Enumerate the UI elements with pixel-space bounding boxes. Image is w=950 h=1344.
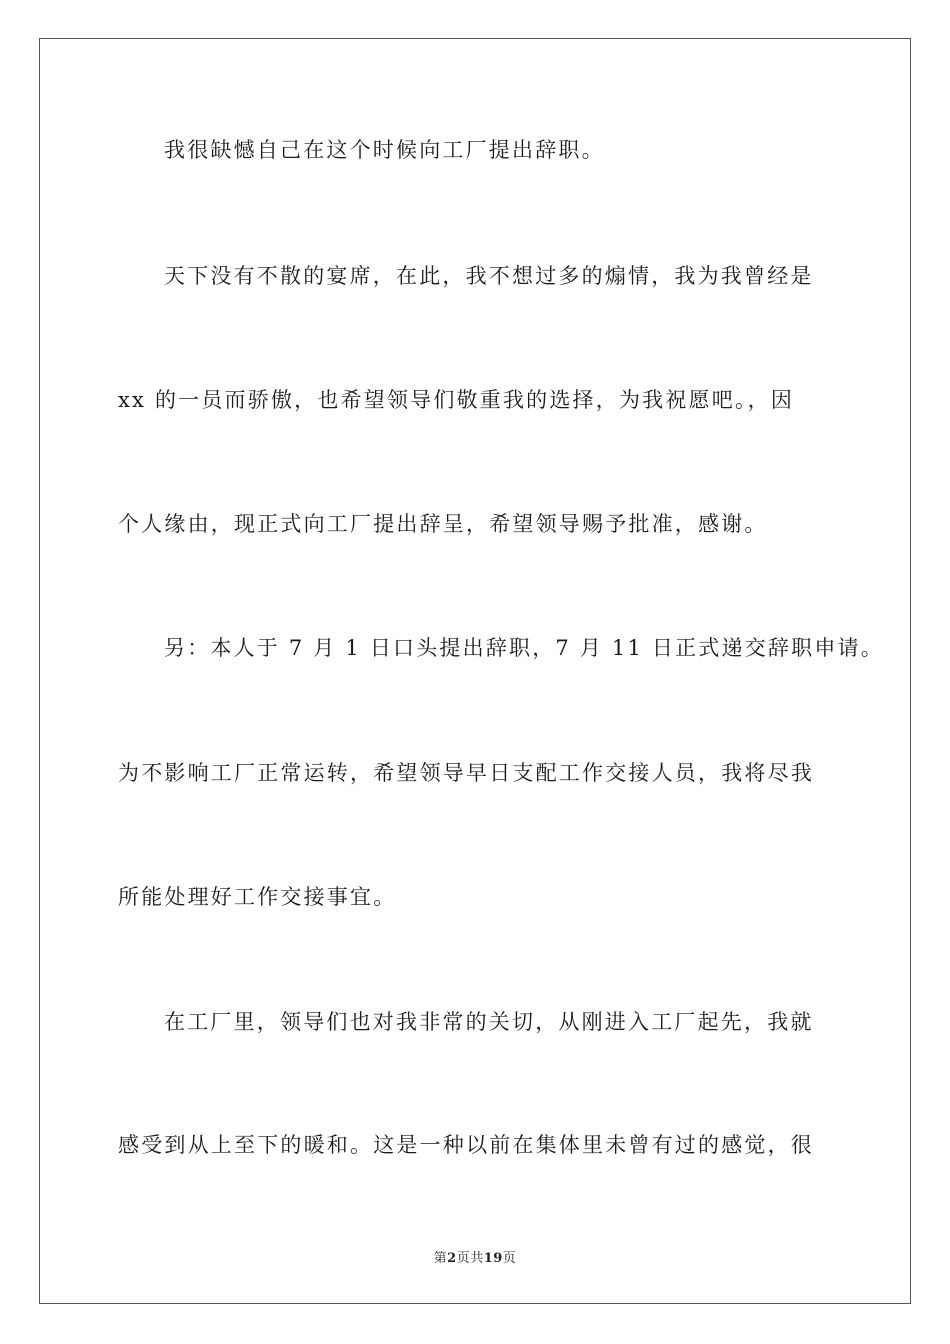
page-border xyxy=(39,38,911,1304)
paragraph-line: 所能处理好工作交接事宜。 xyxy=(118,885,397,909)
page-suffix: 页 xyxy=(456,1251,471,1266)
paragraph-line: 个人缘由，现正式向工厂提出辞呈，希望领导赐予批准，感谢。 xyxy=(118,512,768,536)
paragraph-line: 在工厂里，领导们也对我非常的关切，从刚进入工厂起先，我就 xyxy=(164,1010,814,1034)
total-page-count: 19 xyxy=(483,1251,503,1266)
page-footer xyxy=(0,1247,950,1266)
paragraph-line: 为不影响工厂正常运转，希望领导早日支配工作交接人员，我将尽我 xyxy=(118,761,814,785)
current-page-number: 2 xyxy=(447,1251,457,1266)
paragraph-line: 我很缺憾自己在这个时候向工厂提出辞职。 xyxy=(164,138,605,162)
paragraph-line: xx 的一员而骄傲，也希望领导们敬重我的选择，为我祝愿吧。，因 xyxy=(118,388,795,412)
total-prefix: 共 xyxy=(470,1251,484,1266)
paragraph-line: 天下没有不散的宴席，在此，我不想过多的煽情，我为我曾经是 xyxy=(164,264,814,288)
paragraph-line: 另：本人于 7 月 1 日口头提出辞职，7 月 11 日正式递交辞职申请。 xyxy=(164,636,884,660)
paragraph-line: 感受到从上至下的暖和。这是一种以前在集体里未曾有过的感觉，很 xyxy=(118,1133,814,1157)
total-suffix: 页 xyxy=(502,1251,517,1266)
page-prefix: 第 xyxy=(433,1251,448,1266)
